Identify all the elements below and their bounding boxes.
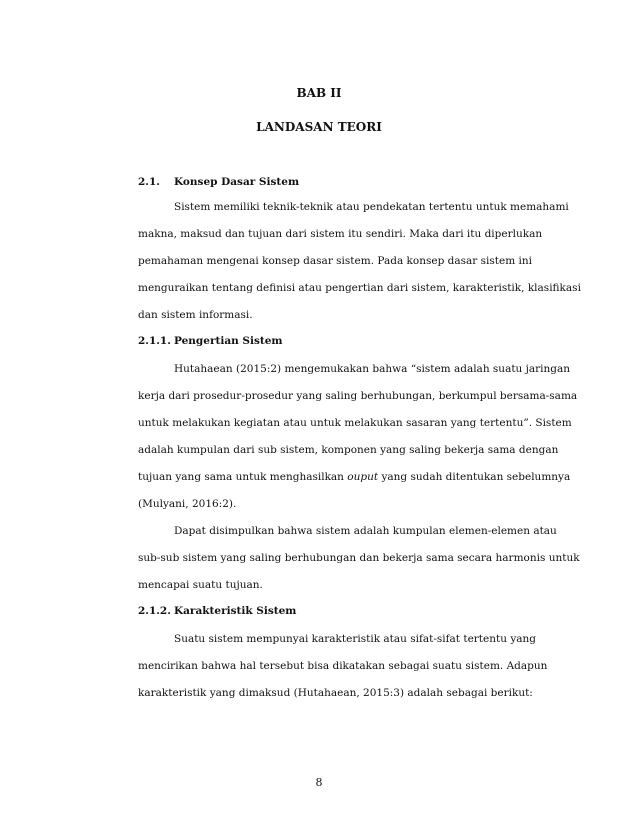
section-heading-2-1-2 <box>138 605 296 617</box>
paragraph-line: mencapai suatu tujuan. <box>138 579 263 591</box>
paragraph-line: pemahaman mengenai konsep dasar sistem. Pada konsep dasar sistem ini <box>138 255 532 267</box>
paragraph-line: Suatu sistem mempunyai karakteristik atau sifat-sifat tertentu yang <box>174 633 536 645</box>
section-heading-2-1 <box>138 176 299 188</box>
italic-term: ouput <box>347 471 379 483</box>
paragraph-line: (Mulyani, 2016:2). <box>138 498 237 510</box>
section-title: Karakteristik Sistem <box>174 605 297 617</box>
paragraph-line: untuk melakukan kegiatan atau untuk melakukan sasaran yang tertentu”. Sistem <box>138 417 572 429</box>
section-number: 2.1. <box>138 176 160 188</box>
section-title: Konsep Dasar Sistem <box>174 176 300 188</box>
paragraph-line: karakteristik yang dimaksud (Hutahaean, 2015:3) adalah sebagai berikut: <box>138 687 533 699</box>
paragraph-text: yang sudah ditentukan sebelumnya <box>381 471 571 483</box>
paragraph-text: tujuan yang sama untuk menghasilkan <box>138 471 344 483</box>
paragraph-line: dan sistem informasi. <box>138 309 253 321</box>
page-number: 8 <box>315 776 323 789</box>
chapter-title: LANDASAN TEORI <box>256 120 382 134</box>
paragraph-line: sub-sub sistem yang saling berhubungan dan bekerja sama secara harmonis untuk <box>138 552 580 564</box>
paragraph-line: Hutahaean (2015:2) mengemukakan bahwa “sistem adalah suatu jaringan <box>174 363 571 375</box>
paragraph-line: Dapat disimpulkan bahwa sistem adalah kumpulan elemen-elemen atau <box>174 525 557 537</box>
chapter-number: BAB II <box>296 86 342 100</box>
paragraph-line: menguraikan tentang definisi atau pengertian dari sistem, karakteristik, klasifikasi <box>138 282 581 294</box>
paragraph-line <box>138 470 571 484</box>
paragraph-line: adalah kumpulan dari sub sistem, komponen yang saling bekerja sama dengan <box>138 444 559 456</box>
section-heading-2-1-1 <box>138 335 283 347</box>
section-number: 2.1.2. <box>138 605 171 617</box>
section-number: 2.1.1. <box>138 335 171 347</box>
section-title: Pengertian Sistem <box>174 335 283 347</box>
paragraph-line: makna, maksud dan tujuan dari sistem itu sendiri. Maka dari itu diperlukan <box>138 228 543 240</box>
paragraph-line: Sistem memiliki teknik-teknik atau pendekatan tertentu untuk memahami <box>174 201 569 213</box>
paragraph-line: mencirikan bahwa hal tersebut bisa dikatakan sebagai suatu sistem. Adapun <box>138 660 548 672</box>
paragraph-line: kerja dari prosedur-prosedur yang saling berhubungan, berkumpul bersama-sama <box>138 390 578 402</box>
